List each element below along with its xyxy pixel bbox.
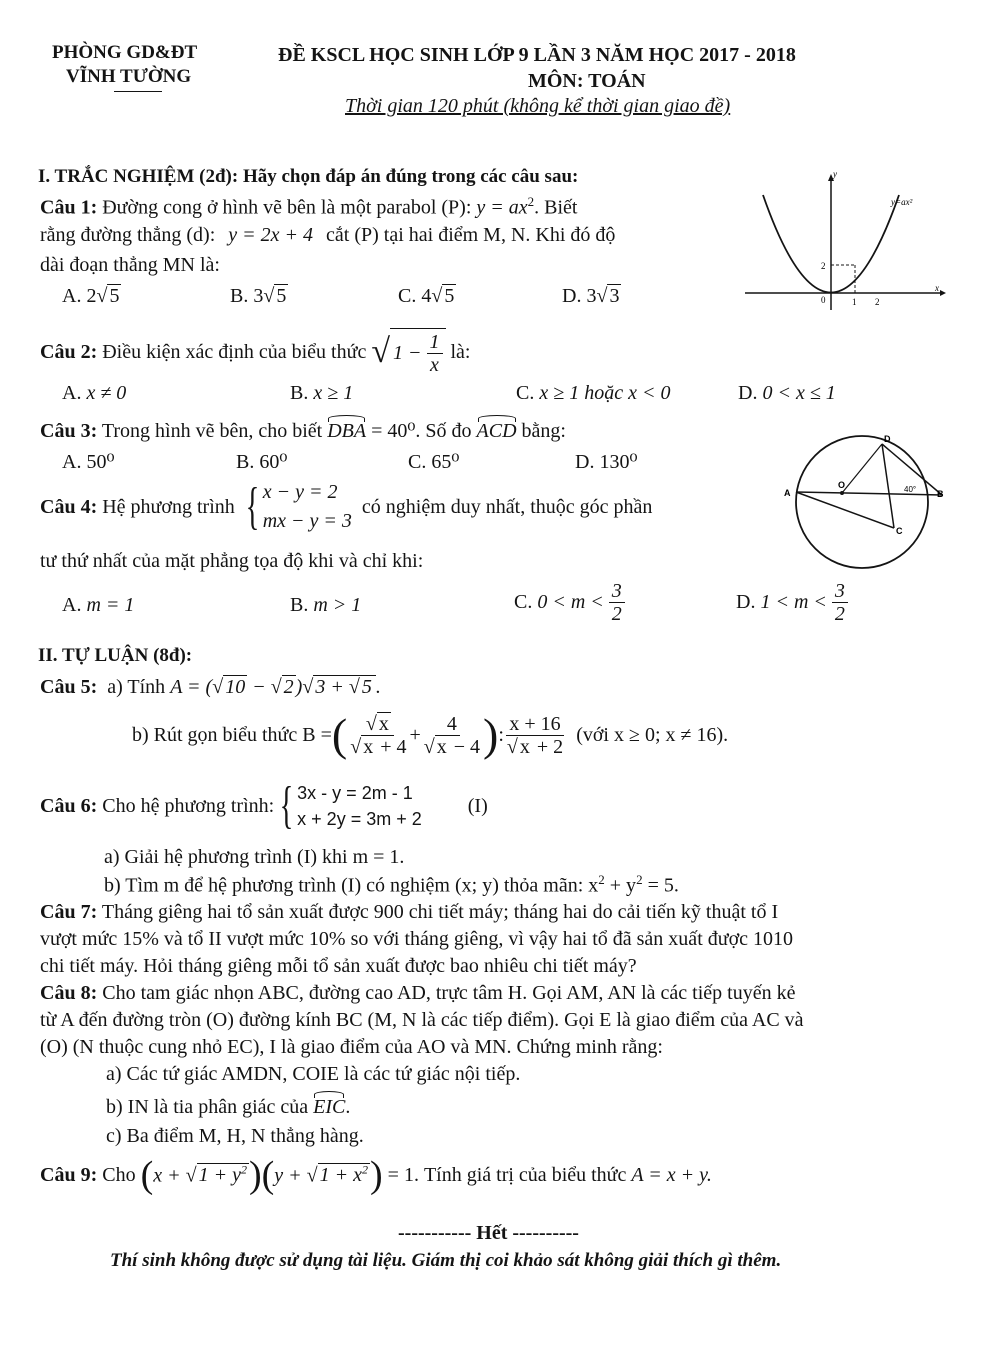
- question-4-line-2: tư thứ nhất của mặt phẳng tọa độ khi và chỉ khi:: [40, 550, 424, 572]
- q4-eq2: mx − y = 3: [262, 510, 352, 532]
- q2-option-c: C. x ≥ 1 hoặc x < 0: [516, 382, 671, 404]
- question-4-label: Câu 4:: [40, 495, 98, 518]
- x-axis-arrow: [940, 290, 946, 296]
- angle-eic: EIC: [313, 1096, 346, 1118]
- sqrt-expr-left: 1 −: [393, 342, 422, 364]
- q5b-frac-1: $\frac{√ x}{√ x + 4}$: [350, 712, 407, 758]
- exam-title: ĐỀ KSCL HỌC SINH LỚP 9 LẦN 3 NĂM HỌC 2017 - 2018: [278, 44, 796, 66]
- segment-od: [842, 444, 882, 493]
- question-6-b: b) Tìm m để hệ phương trình (I) có nghiệm (x; y) thỏa mãn: $x^2 + y^2 = 5$.: [104, 872, 679, 897]
- question-1-text-end: . Biết: [534, 196, 578, 219]
- question-2-text-end: là:: [450, 340, 471, 363]
- district-name: VĨNH TƯỜNG: [66, 66, 192, 87]
- q4-option-a: A. m = 1: [62, 594, 135, 616]
- x-axis-label: x: [935, 283, 939, 293]
- q9-a-expr: A = x + y.: [631, 1163, 712, 1186]
- question-2-label: Câu 2:: [40, 340, 98, 363]
- label-o: O: [838, 480, 846, 490]
- parabola-figure: [735, 165, 950, 315]
- q5b-frac-3: $\frac{x + 16}{√ x + 2}$: [506, 712, 564, 758]
- tick-y-2: 2: [821, 261, 826, 271]
- q3-option-d: D. 130⁰: [575, 451, 638, 473]
- question-3-line: [40, 418, 566, 443]
- q4-eq1: x − y = 2: [262, 481, 338, 503]
- question-9-line: Câu 9: Cho ( x + √ $1 + y^2$ ) ( y + √ $1 + x^2$ ) = 1. Tính giá trị của biểu thức A = x + y.: [40, 1154, 712, 1196]
- question-4-line-1: [40, 478, 652, 536]
- question-7-label: Câu 7:: [40, 901, 98, 923]
- question-7-line-2: vượt mức 15% và tổ II vượt mức 10% so với tháng giêng, vì vậy hai tổ đã sản xuất được 1010: [40, 928, 794, 950]
- q3-option-b: B. 60⁰: [236, 451, 288, 473]
- formula-exponent: 2: [527, 194, 535, 209]
- question-7-line-1: Câu 7: Tháng giêng hai tổ sản xuất được 900 chi tiết máy; tháng hai do cải tiến kỹ thuật tổ I: [40, 901, 779, 923]
- q2-option-d: D. 0 < x ≤ 1: [738, 382, 836, 404]
- q1-option-b: B. 3√ 5: [230, 285, 287, 307]
- question-1-line-1: [40, 194, 577, 220]
- footer-note: Thí sinh không được sử dụng tài liệu. Giám thị coi khảo sát không giải thích gì thêm.: [110, 1250, 782, 1271]
- question-7-line-3: chi tiết máy. Hỏi tháng giêng mỗi tổ sản xuất được bao nhiêu chi tiết máy?: [40, 955, 637, 977]
- q1-option-d: D. 3√ 3: [562, 285, 620, 307]
- question-1-formula: y = ax: [476, 196, 528, 219]
- q5b-frac-2: $\frac{4}{√ x - 4}$: [423, 712, 481, 758]
- question-8-c: c) Ba điểm M, H, N thẳng hàng.: [106, 1125, 364, 1147]
- label-a: A: [784, 488, 791, 498]
- question-8-a: a) Các tứ giác AMDN, COIE là các tứ giác nội tiếp.: [106, 1063, 521, 1085]
- question-6-label: Câu 6:: [40, 794, 98, 817]
- q6-tag: (I): [467, 794, 488, 817]
- angle-dba: DBA: [327, 420, 367, 442]
- question-5-a: Câu 5: a) Tính A = (√ 10 − √ 2 )√ 3 + √ 5 .: [40, 676, 381, 698]
- question-6-text: Cho hệ phương trình:: [102, 794, 275, 817]
- q3-option-c: C. 65⁰: [408, 451, 460, 473]
- question-8-line-1: Câu 8: Cho tam giác nhọn ABC, đường cao AD, trực tâm H. Gọi AM, AN là các tiếp tuyến kẻ: [40, 982, 796, 1004]
- question-8-line-3: (O) (N thuộc cung nhỏ EC), I là giao điểm của AO và MN. Chứng minh rằng:: [40, 1036, 663, 1058]
- question-3-text-2: bằng:: [521, 420, 566, 442]
- segment-dc: [882, 444, 894, 528]
- q5b-condition: (với x ≥ 0; x ≠ 16).: [576, 723, 729, 746]
- question-4-text-2: có nghiệm duy nhất, thuộc góc phần: [361, 495, 653, 518]
- q2-fraction: $\frac{1}{x}$: [427, 331, 443, 376]
- question-1-text-2a: rằng đường thẳng (d):: [40, 224, 216, 246]
- question-8-label: Câu 8:: [40, 982, 98, 1004]
- q1-option-a: A. 2√ 5: [62, 285, 120, 307]
- tick-x-2: 2: [875, 297, 880, 307]
- exam-subject: MÔN: TOÁN: [528, 70, 646, 92]
- label-d: D: [884, 434, 891, 444]
- section-2-heading: II. TỰ LUẬN (8đ):: [38, 645, 193, 666]
- q9-tail: Tính giá trị của biểu thức: [423, 1163, 627, 1186]
- q4-option-b: B. m > 1: [290, 594, 362, 616]
- q4-option-d: D. 1 < m < $\frac{3}{2}$: [736, 580, 848, 625]
- segment-ac: [796, 492, 894, 528]
- question-1-line-3: dài đoạn thẳng MN là:: [40, 254, 220, 276]
- q6-system: { 3x - y = 2m - 1 x + 2y = 3m + 2: [279, 777, 422, 835]
- question-9-label: Câu 9:: [40, 1163, 98, 1186]
- question-5-label: Câu 5:: [40, 676, 98, 698]
- question-1-line-formula: y = 2x + 4: [228, 224, 314, 246]
- q3-option-a: A. 50⁰: [62, 451, 115, 473]
- question-3-text-1: Trong hình vẽ bên, cho biết: [101, 420, 323, 442]
- question-1-line-2: [40, 224, 615, 247]
- question-6-a: a) Giải hệ phương trình (I) khi m = 1.: [104, 846, 405, 868]
- q9-cho: Cho: [102, 1163, 136, 1186]
- label-c: C: [896, 526, 903, 536]
- q5a-text: a) Tính: [107, 676, 166, 698]
- question-8-line-2: từ A đến đường tròn (O) đường kính BC (M, N là các tiếp điểm). Gọi E là giao điểm của AC và: [40, 1009, 804, 1031]
- question-1-text-2b: cắt (P) tại hai điểm M, N. Khi đó độ: [326, 224, 616, 246]
- q4-option-c: C. 0 < m < $\frac{3}{2}$: [514, 580, 625, 625]
- question-6-line: [40, 777, 488, 835]
- curve-label: y=ax²: [891, 197, 913, 207]
- question-1-text: Đường cong ở hình vẽ bên là một parabol (P):: [102, 196, 472, 219]
- tick-x-1: 1: [852, 297, 857, 307]
- question-1-label: Câu 1:: [40, 196, 98, 219]
- sqrt-sign: √: [371, 333, 390, 370]
- circle: [796, 436, 928, 568]
- q6-eq2: x + 2y = 3m + 2: [297, 809, 422, 830]
- label-b: B: [937, 489, 944, 499]
- tick-origin: 0: [821, 295, 826, 305]
- question-3-label: Câu 3:: [40, 420, 98, 442]
- question-4-text-1: Hệ phương trình: [102, 495, 235, 518]
- exam-time: Thời gian 120 phút (không kể thời gian giao đề): [345, 95, 731, 117]
- q9-eq: = 1.: [387, 1163, 419, 1186]
- q6-eq1: 3x - y = 2m - 1: [297, 783, 413, 803]
- q5b-text: b) Rút gọn biểu thức: [132, 723, 298, 746]
- y-axis-label: y: [833, 169, 837, 179]
- header-underline: [114, 91, 162, 92]
- q4-system: { x − y = 2 mx − y = 3: [245, 478, 352, 535]
- label-angle: 40°: [904, 485, 917, 494]
- q2-option-b: B. x ≥ 1: [290, 382, 354, 404]
- center-o: [840, 491, 844, 495]
- question-8-b: b) IN là tia phân giác của EIC.: [106, 1096, 351, 1118]
- q5b-b: B =: [302, 723, 332, 746]
- circle-figure: [782, 430, 947, 575]
- question-2-text: Điều kiện xác định của biểu thức: [102, 340, 367, 363]
- department-name: PHÒNG GD&ĐT: [52, 42, 198, 63]
- end-mark: ----------- Hết ----------: [398, 1222, 579, 1244]
- question-5-b: b) Rút gọn biểu thức B = ( $\frac{√ x}{√ x + 4}$ + $\frac{4}{√ x - 4}$ ) : $\frac{x + 16}{√ x + 2}$ (với x ≥ 0; x ≠ 16).: [132, 709, 729, 760]
- section-1-heading: I. TRẮC NGHIỆM (2đ): Hãy chọn đáp án đúng trong các câu sau:: [38, 166, 579, 187]
- q1-option-c: C. 4√ 5: [398, 285, 455, 307]
- q2-option-a: A. x ≠ 0: [62, 382, 127, 404]
- sqrt-content: [390, 328, 446, 376]
- diameter-ab: [796, 492, 942, 495]
- question-2-line: [40, 328, 471, 376]
- angle-acd: ACD: [476, 420, 517, 442]
- angle-dba-value: = 40⁰. Số đo: [371, 420, 472, 442]
